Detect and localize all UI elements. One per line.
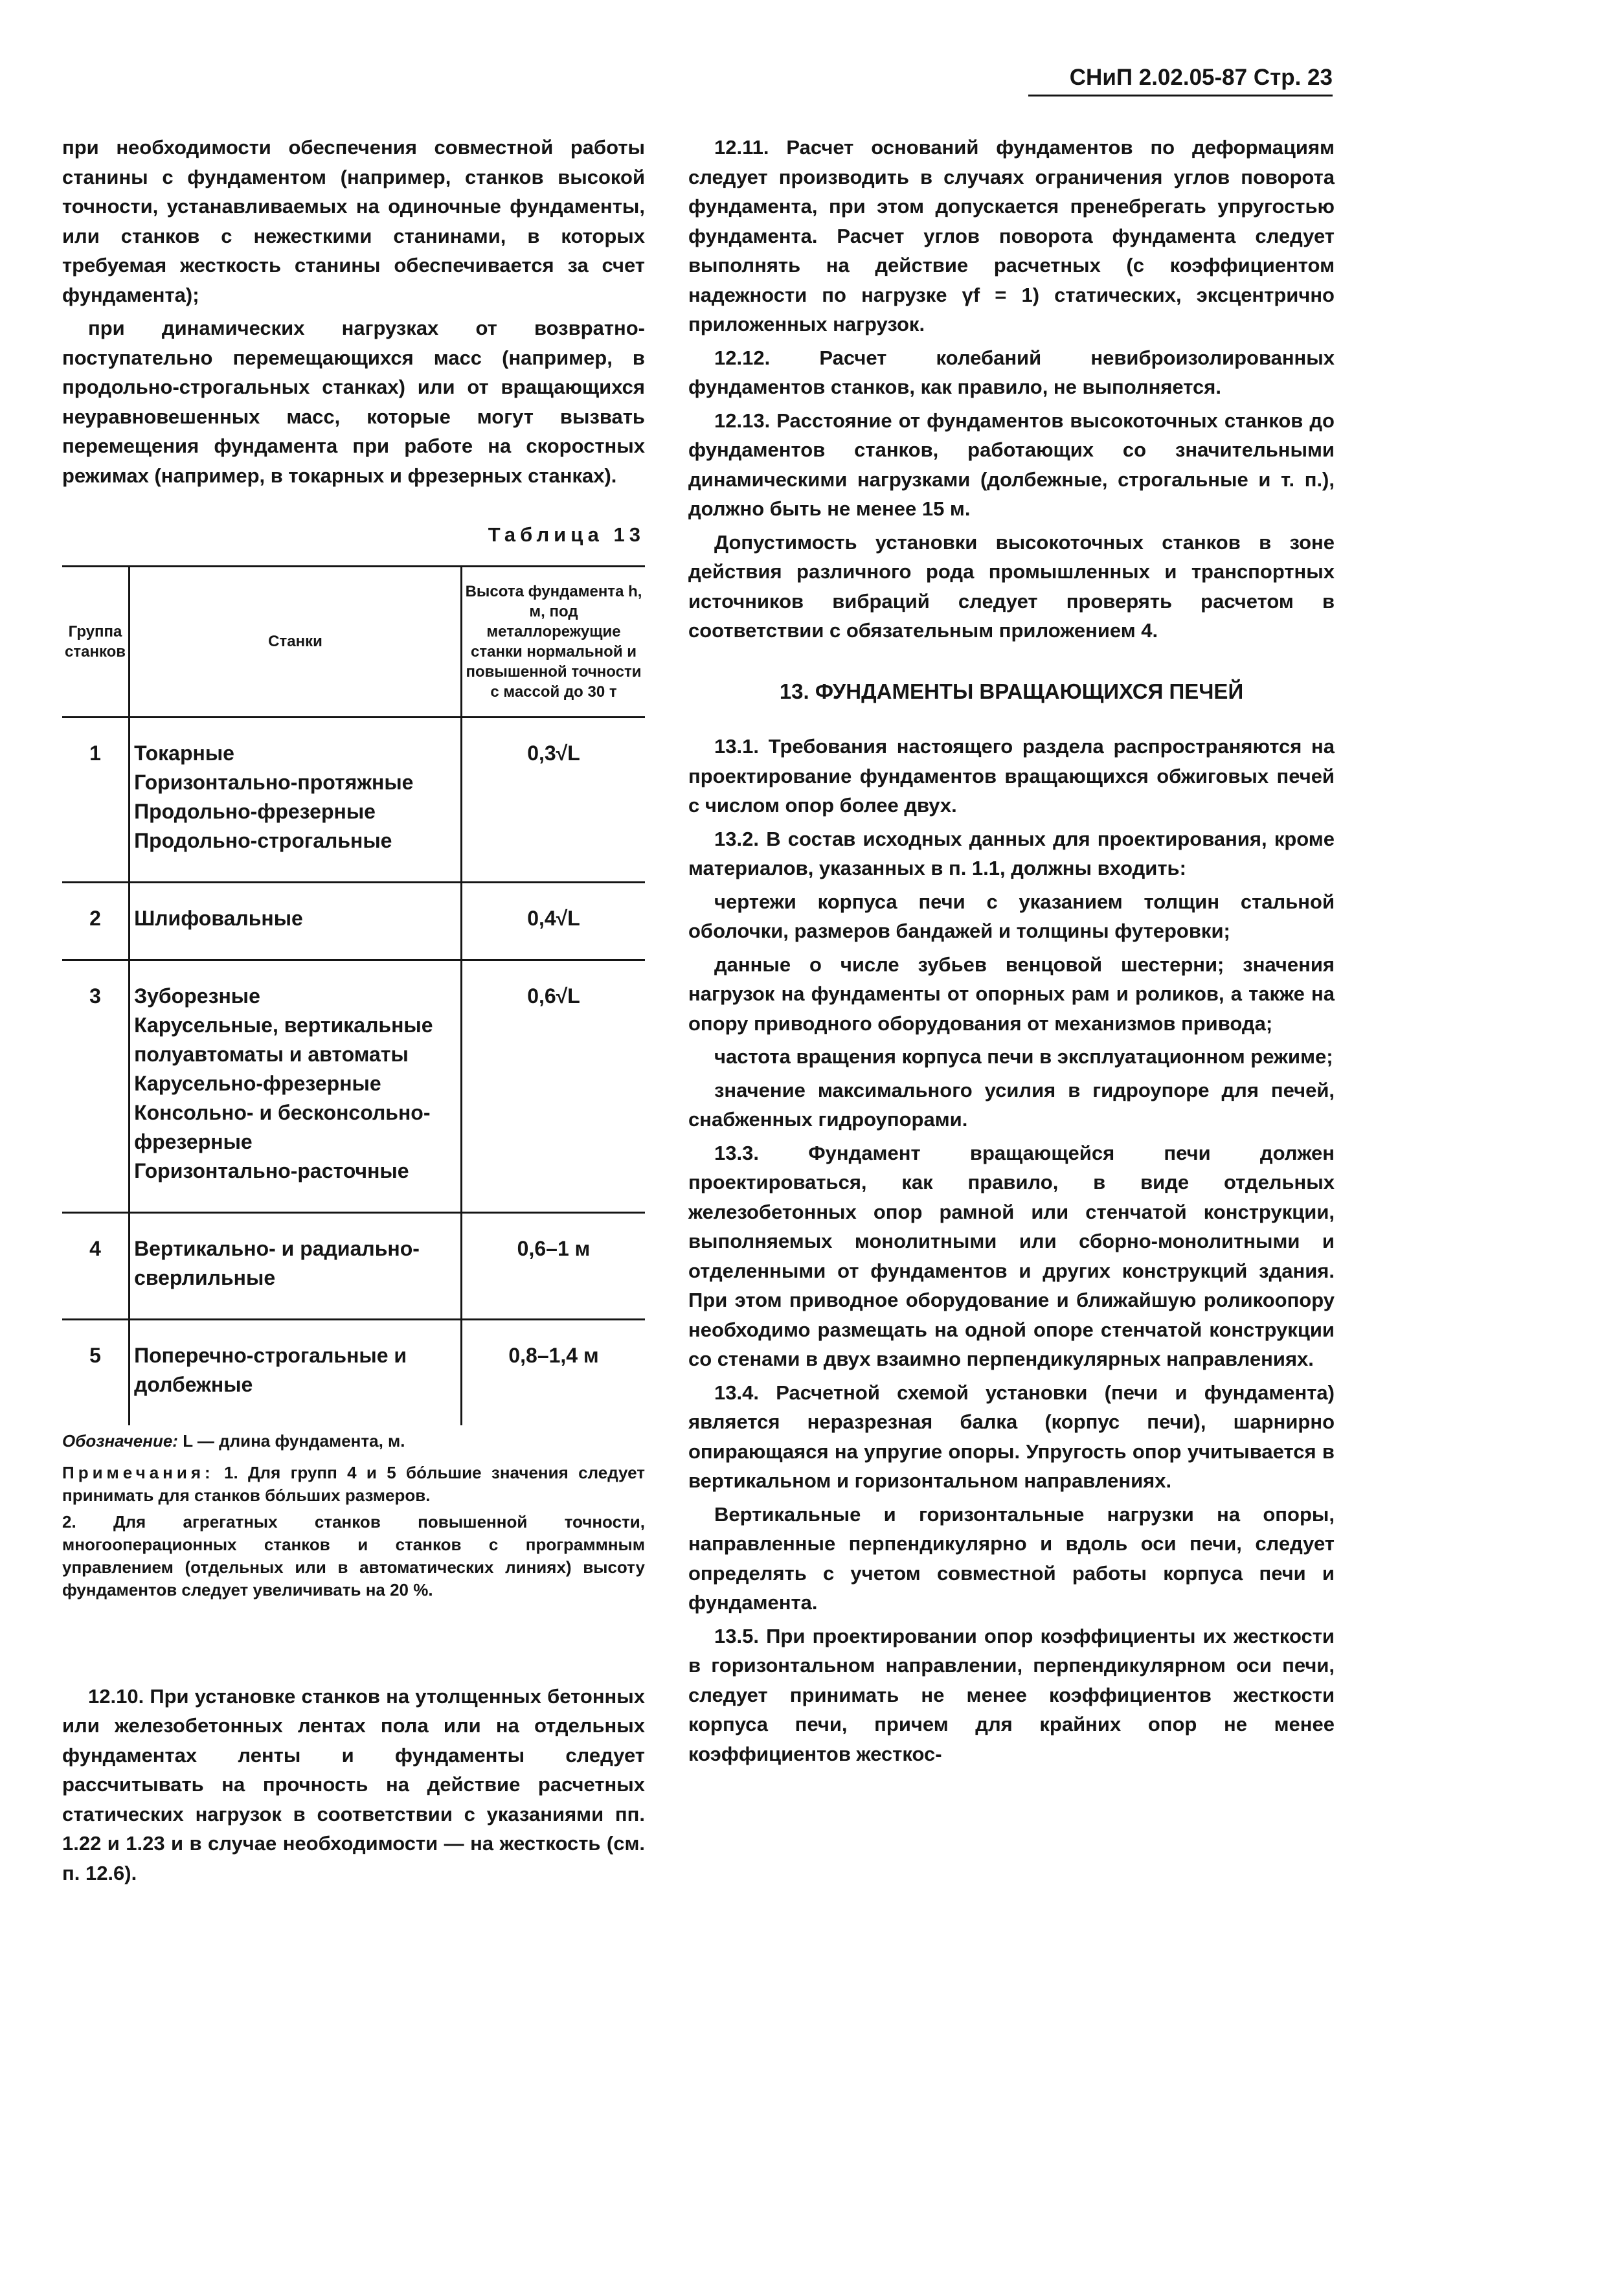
paragraph-intro-2: при динамических нагрузках от возвратно-поступательно перемещающихся масс (например, в продольно-строгальных станках) или от вращающихся неуравновешенных масс, которые могут вызвать перемещения фундамента при работе на скоростных режимах (например, в токарных и фрезерных станках). — [62, 317, 645, 487]
notes-label: Примечания: — [62, 1462, 214, 1482]
clause-text: При установке станков на утолщенных бетонных или железобетонных лентах пола или на отдельных фундаментах ленты и фундаменты следует рассчитывать на прочность на действие расчетных статических нагрузок в соответствии с указаниями пп. 1.22 и 1.23 и в случае необходимости — на жесткость (см. п. 12.6). — [62, 1684, 645, 1884]
machine-name: Поперечно-строгальные и долбежные — [134, 1343, 407, 1396]
clause-number: 13.4. — [714, 1381, 759, 1404]
height-value: 0,3√L — [462, 717, 646, 882]
header-machines: Станки — [130, 566, 462, 717]
machine-list — [130, 882, 462, 960]
group-number: 3 — [62, 960, 130, 1212]
section-heading: 13. ФУНДАМЕНТЫ ВРАЩАЮЩИХСЯ ПЕЧЕЙ — [779, 679, 1244, 703]
machine-name: Шлифовальные — [134, 906, 303, 930]
paragraph-13-4-b: Вертикальные и горизонтальные нагрузки на опоры, направленные перпендикулярно и вдоль оси печи, следует определять с учетом совместной работы корпуса печи и фундамента. — [688, 1502, 1335, 1614]
paragraph-13-1 — [688, 732, 1335, 820]
height-value: 0,6–1 м — [462, 1212, 646, 1319]
designation-note — [62, 1429, 645, 1453]
machine-list — [130, 717, 462, 882]
clause-number: 12.11. — [714, 136, 769, 159]
clause-text: Расчет оснований фундаментов по деформациям следует производить в случаях ограничения углов поворота фундамента, при этом допускается пренебрегать упругостью фундамента. Расчет углов поворота фундамента следует выполнять на действие расчетных (с коэффициентом надежности по нагрузке γf = 1) статических, эксцентрично приложенных нагрузок. — [688, 136, 1335, 335]
clause-text: При проектировании опор коэффициенты их жесткости в горизонтальном направлении, перпендикулярном оси печи, следует принимать не менее коэффициентов жесткости корпуса печи, причем для крайних опор не менее коэффициентов жесткос- — [688, 1624, 1335, 1765]
height-value: 0,4√L — [462, 882, 646, 960]
machine-name: Продольно-строгальные — [134, 828, 392, 852]
machine-name: Горизонтально-протяжные — [134, 770, 414, 794]
paragraph-13-3 — [688, 1138, 1335, 1374]
machine-name: Продольно-фрезерные — [134, 799, 376, 823]
machine-name: Карусельные, вертикальные полуавтоматы и автоматы — [134, 1013, 433, 1066]
machine-name: Горизонтально-расточные — [134, 1159, 409, 1182]
height-value: 0,8–1,4 м — [508, 1343, 599, 1367]
designation-text: L — длина фундамента, м. — [183, 1430, 405, 1451]
note-1-text: 1. Для групп 4 и 5 бо́льшие значения следует принимать для станков бо́льших размеров. — [62, 1462, 645, 1505]
list-item: частота вращения корпуса печи в эксплуатационном режиме; — [714, 1045, 1333, 1068]
paragraph-12-13-b: Допустимость установки высокоточных станков в зоне действия различного рода промышленных и транспортных источников вибраций следует проверять расчетом в соответствии с обязательным приложением 4. — [688, 530, 1335, 642]
table-row — [62, 960, 645, 1212]
list-item: данные о числе зубьев венцовой шестерни; значения нагрузок на фундаменты от опорных рам и роликов, а также на опору приводного оборудования от механизмов привода; — [688, 953, 1335, 1035]
clause-text: Расчетной схемой установки (печи и фундамента) является неразрезная балка (корпус печи), шарнирно опирающаяся на упругие опоры. Упругость опор учитывается в вертикальном и горизонтальном направлениях. — [688, 1381, 1335, 1492]
group-number: 5 — [89, 1343, 101, 1367]
paragraph-12-10 — [62, 1682, 645, 1888]
note-1 — [62, 1462, 645, 1507]
clause-number: 12.12. — [714, 346, 771, 369]
paragraph-12-13 — [688, 406, 1335, 524]
clause-text: Расчет колебаний невиброизолированных фундаментов станков, как правило, не выполняется. — [688, 346, 1335, 398]
clause-text: Требования настоящего раздела распространяются на проектирование фундаментов вращающихся обжиговых печей с числом опор более двух. — [688, 735, 1335, 817]
left-column — [62, 133, 645, 1892]
height-value: 0,6√L — [462, 960, 646, 1212]
foundation-height-table — [62, 565, 645, 1425]
clause-number: 13.1. — [714, 735, 759, 758]
clause-number: 12.13. — [714, 409, 771, 432]
table-row — [62, 882, 645, 960]
table-notes — [62, 1462, 645, 1601]
paragraph-12-11 — [688, 133, 1335, 339]
clause-number: 13.5. — [714, 1624, 759, 1647]
group-number: 4 — [62, 1212, 130, 1319]
paragraph-13-2 — [688, 824, 1335, 883]
clause-number: 13.3. — [714, 1141, 759, 1164]
table-caption: Таблица 13 — [488, 523, 645, 546]
right-column — [688, 133, 1335, 1772]
list-item: значение максимального усилия в гидроупоре для печей, снабженных гидроупорами. — [688, 1078, 1335, 1131]
header-height: Высота фундамента h, м, под металлорежущие станки нормальной и повышенной точности с массой до 30 т — [462, 566, 646, 717]
note-2: 2. Для агрегатных станков повышенной точности, многооперационных станков и станков с программным управлением (отдельных или в автоматических линиях) высоту фундаментов следует увеличивать на 20 %. — [62, 1511, 645, 1600]
machine-name: Зуборезные — [134, 984, 260, 1008]
group-number: 1 — [62, 717, 130, 882]
table-row — [62, 1212, 645, 1319]
table-header-row — [62, 566, 645, 717]
list-item: чертежи корпуса печи с указанием толщин стальной оболочки, размеров бандажей и толщины футеровки; — [688, 890, 1335, 942]
clause-number: 13.2. — [714, 827, 759, 850]
clause-number: 12.10. — [88, 1684, 144, 1708]
table-row — [62, 1319, 645, 1425]
paragraph-13-5 — [688, 1622, 1335, 1769]
machine-name: Вертикально- и радиально-сверлильные — [134, 1236, 420, 1289]
clause-text: Фундамент вращающейся печи должен проектироваться, как правило, в виде отдельных железобетонных опор рамной или стенчатой конструкции, выполняемых монолитными или сборно-монолитными и отделенными от фундаментов и других конструкций здания. При этом приводное оборудование и ближайшую роликоопору необходимо размещать на одной опоре стенчатой конструкции со стенами в двух взаимно перпендикулярных направлениях. — [688, 1141, 1335, 1370]
clause-text: В состав исходных данных для проектирования, кроме материалов, указанных в п. 1.1, должны входить: — [688, 827, 1335, 879]
machine-list — [130, 1212, 462, 1319]
machine-name: Токарные — [134, 741, 234, 765]
paragraph-12-12 — [688, 343, 1335, 402]
machine-name: Консольно- и бесконсольно-фрезерные — [134, 1100, 431, 1153]
clause-text: Расстояние от фундаментов высокоточных станков до фундаментов станков, работающих со значительными динамическими нагрузками (долбежные, строгальные и т. п.), должно быть не менее 15 м. — [688, 409, 1335, 520]
spacer — [62, 1605, 645, 1682]
machine-name: Карусельно-фрезерные — [134, 1071, 381, 1095]
paragraph-13-4 — [688, 1378, 1335, 1496]
header-group: Группа станков — [62, 566, 130, 717]
paragraph-intro-1: при необходимости обеспечения совместной работы станины с фундаментом (например, станков высокой точности, устанавливаемых на одиночные фундаменты, или станков с нежесткими станинами, в которых требуемая жесткость станины обеспечивается за счет фундамента); — [62, 136, 645, 306]
group-number: 2 — [62, 882, 130, 960]
table-row — [62, 717, 645, 882]
page-header: СНиП 2.02.05-87 Стр. 23 — [1028, 65, 1333, 96]
machine-list — [130, 1319, 462, 1425]
machine-list — [130, 960, 462, 1212]
designation-label: Обозначение: — [62, 1430, 178, 1451]
